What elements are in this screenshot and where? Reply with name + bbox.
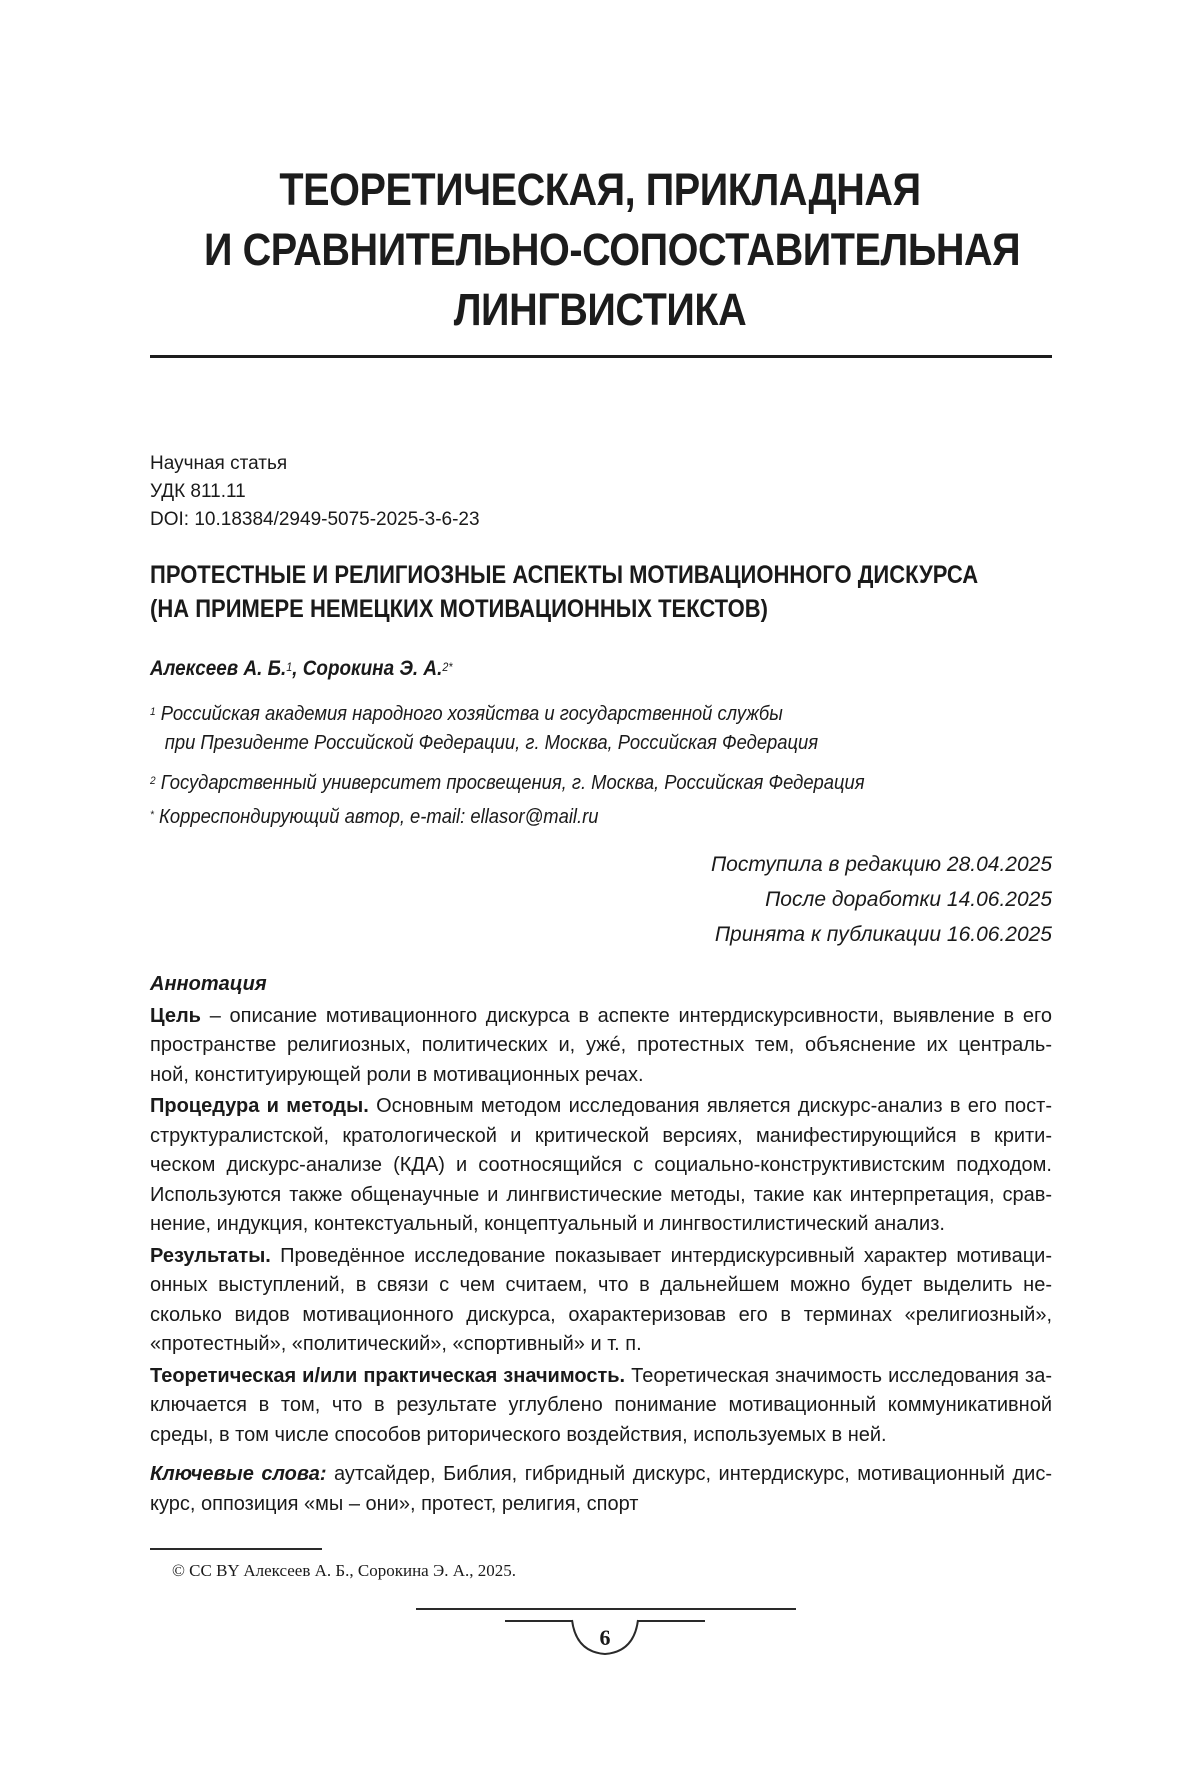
- abstract-significance: [150, 1362, 1052, 1451]
- date-revised: После доработки 14.06.2025: [711, 882, 1052, 917]
- affiliation-text: Государственный университет просвещения, г. Москва, Российская Федерация: [161, 772, 865, 794]
- abstract-text: Проведённое исследование показывает интердискурсивный характер мотиваци-: [271, 1245, 1052, 1267]
- abstract-goal: [150, 1002, 1052, 1091]
- author-name: Сорокина Э. А.: [303, 657, 443, 680]
- date-received: Поступила в редакцию 28.04.2025: [711, 847, 1052, 882]
- affiliation-text: Российская академия народного хозяйства и государственной службы: [161, 703, 783, 725]
- abstract-text: пространстве религиозных, политических и, ужé, протестных тем, объяснение их централь-: [150, 1031, 1052, 1061]
- affiliation-text: при Президенте Российской Федерации, г. Москва, Российская Федерация: [150, 729, 818, 758]
- abstract-text: онных выступлений, в связи с чем считаем, что в дальнейшем можно будет выделить не-: [150, 1271, 1052, 1301]
- results-label: Результаты.: [150, 1245, 271, 1267]
- page-number: 6: [575, 1620, 635, 1660]
- section-title-line: И СРАВНИТЕЛЬНО-СОПОСТАВИТЕЛЬНАЯ: [204, 220, 996, 280]
- footnote-divider: [150, 1548, 322, 1550]
- section-title-line: ТЕОРЕТИЧЕСКАЯ, ПРИКЛАДНАЯ: [204, 160, 996, 220]
- corresponding-text[interactable]: Корреспондирующий автор, e-mail: ellasor@mail.ru: [159, 806, 598, 828]
- abstract-text: структуралистской, кратологической и критической версиях, манифестирующийся в крити-: [150, 1122, 1052, 1152]
- corresponding-author: [150, 803, 598, 832]
- title-divider: [150, 355, 1052, 358]
- article-page: [0, 0, 1200, 1783]
- article-title: [150, 558, 1030, 626]
- abstract-text: ческом дискурс-анализе (КДА) и соотносящийся с социально-конструктивистским подходом.: [150, 1151, 1052, 1181]
- affiliation-sup: 2: [150, 775, 156, 787]
- abstract-text: ключается в том, что в результате углублено понимание мотивационный коммуникативной: [150, 1391, 1052, 1421]
- doi[interactable]: DOI: 10.18384/2949-5075-2025-3-6-23: [150, 506, 480, 534]
- author-sup: 2*: [442, 660, 452, 674]
- affiliation-2: [150, 769, 865, 798]
- keywords-text: курс, оппозиция «мы – они», протест, религия, спорт: [150, 1490, 1052, 1520]
- abstract-text: нение, индукция, контекстуальный, концептуальный и лингвостилистический анализ.: [150, 1210, 1052, 1240]
- keywords: [150, 1460, 1052, 1519]
- abstract-text: Основным методом исследования является дискурс-анализ в его пост-: [369, 1095, 1052, 1117]
- page-number-rule-top: [416, 1608, 796, 1610]
- abstract-text: Теоретическая значимость исследования за-: [625, 1365, 1052, 1387]
- article-meta: [150, 450, 480, 534]
- author-name: Алексеев А. Б.: [150, 657, 286, 680]
- section-title-line: ЛИНГВИСТИКА: [204, 280, 996, 340]
- udk-code: УДК 811.11: [150, 478, 480, 506]
- affiliation-sup: *: [150, 809, 154, 821]
- abstract-text: ной, конституирующей роли в мотивационных речах.: [150, 1061, 1052, 1091]
- abstract-methods: [150, 1092, 1052, 1240]
- affiliation-1: [150, 700, 818, 758]
- abstract-text: «протестный», «политический», «спортивный» и т. п.: [150, 1330, 1052, 1360]
- copyright-footnote: © CC BY Алексеев А. Б., Сорокина Э. А., 2025.: [172, 1560, 516, 1582]
- methods-label: Процедура и методы.: [150, 1095, 369, 1117]
- keywords-label: Ключевые слова:: [150, 1463, 326, 1485]
- abstract-text: – описание мотивационного дискурса в аспекте интердискурсивности, выявление в его: [201, 1005, 1052, 1027]
- abstract-text: сколько видов мотивационного дискурса, охарактеризовав его в терминах «религиозный»,: [150, 1301, 1052, 1331]
- date-accepted: Принята к публикации 16.06.2025: [711, 917, 1052, 952]
- article-title-line: ПРОТЕСТНЫЕ И РЕЛИГИОЗНЫЕ АСПЕКТЫ МОТИВАЦИОННОГО ДИСКУРСА: [150, 558, 1030, 592]
- publication-dates: [711, 847, 1052, 952]
- abstract-results: [150, 1242, 1052, 1360]
- author-sup: 1: [286, 660, 292, 674]
- article-title-line: (НА ПРИМЕРЕ НЕМЕЦКИХ МОТИВАЦИОННЫХ ТЕКСТОВ): [150, 592, 1030, 626]
- significance-label: Теоретическая и/или практическая значимость.: [150, 1365, 625, 1387]
- article-type: Научная статья: [150, 450, 480, 478]
- goal-label: Цель: [150, 1005, 201, 1027]
- keywords-text: аутсайдер, Библия, гибридный дискурс, интердискурс, мотивационный дис-: [326, 1463, 1052, 1485]
- abstract-text: Используются также общенаучные и лингвистические методы, такие как интерпретация, срав-: [150, 1181, 1052, 1211]
- abstract-text: среды, в том числе способов риторического воздействия, используемых в ней.: [150, 1421, 1052, 1451]
- affiliation-sup: 1: [150, 706, 156, 718]
- abstract: [150, 970, 1052, 1519]
- section-title: [204, 160, 996, 340]
- author-separator: ,: [292, 657, 303, 680]
- abstract-heading: Аннотация: [150, 970, 1052, 1000]
- authors: [150, 655, 453, 683]
